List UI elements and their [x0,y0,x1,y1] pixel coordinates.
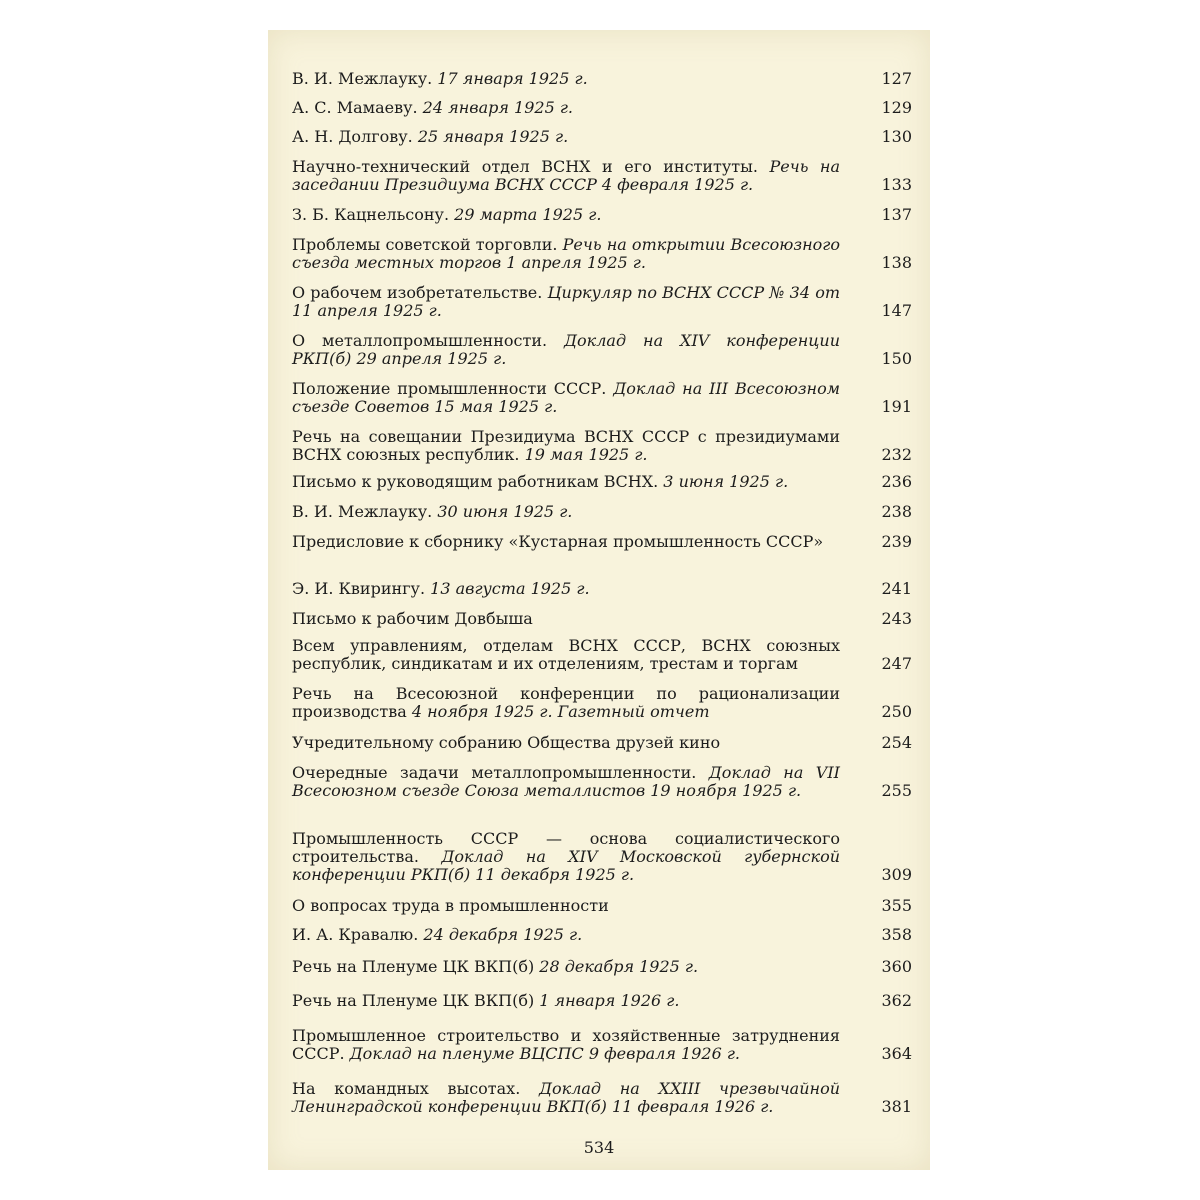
toc-entry-page: 239 [881,532,912,551]
toc-entry-page: 236 [881,472,912,491]
toc-entry-note: 24 января 1925 г. [422,98,573,117]
toc-entry-note: Доклад на VII Всесоюзном съезде Союза металлистов 19 ноября 1925 г. [292,763,840,800]
toc-entry-page: 358 [881,925,912,944]
toc-entry-note: Доклад на XIV конференции РКП(б) 29 апреля 1925 г. [292,331,841,368]
toc-entry [292,830,912,884]
toc-entry-title: Предисловие к сборнику «Кустарная промышленность СССР» [292,532,824,551]
toc-entry-note: Доклад на III Всесоюзном съезде Советов 15 мая 1925 г. [292,379,840,416]
toc-entry [292,380,912,416]
toc-entry-text [292,332,840,368]
toc-entry-title: Речь на совещании Президиума ВСНХ СССР с президиумами ВСНХ союзных республик. [292,427,840,464]
toc-entry-title: Всем управлениям, отделам ВСНХ СССР, ВСНХ союзных республик, синдикатам и их отделениям, трестам и торгам [292,636,840,673]
toc-entry [292,1027,912,1063]
toc-entry-page: 243 [881,609,912,628]
toc-entry-page: 255 [881,781,912,800]
toc-entry-title: А. Н. Долгову. [292,127,418,146]
toc-entry-page: 232 [881,445,912,464]
toc-entry-text [292,533,840,551]
toc-entry-page: 355 [881,896,912,915]
toc-entry-text [292,958,840,976]
toc-entry-title: Положение промышленности СССР. [292,379,614,398]
toc-entry-title: О металлопромышленности. [292,331,565,350]
toc-entry-page: 254 [881,733,912,752]
toc-entry-note: 13 августа 1925 г. [430,579,590,598]
toc-entry [292,99,912,117]
toc-entry-page: 150 [881,349,912,368]
toc-entry-note: 17 января 1925 г. [437,69,588,88]
toc-entry-title: З. Б. Кацнельсону. [292,205,455,224]
toc-entry-page: 364 [881,1044,912,1063]
toc-entry-page: 381 [881,1097,912,1116]
toc-entry-title: Речь на Пленуме ЦК ВКП(б) [292,991,540,1010]
book-page [268,30,930,1170]
toc-entry-page: 250 [881,702,912,721]
toc-entry [292,473,912,491]
toc-entry-page: 362 [881,991,912,1010]
toc-entry-text [292,236,840,272]
toc-entry-title: В. И. Межлауку. [292,69,438,88]
toc-entry-text [292,734,840,752]
toc-entry [292,897,912,915]
toc-entry [292,637,912,673]
page-number: 534 [583,1138,615,1157]
toc-entry-text [292,830,840,884]
toc-entry-title: Письмо к рабочим Довбыша [292,609,533,628]
toc-entry [292,610,912,628]
toc-entry-page: 191 [881,397,912,416]
toc-entry-page: 147 [881,301,912,320]
toc-entry-text [292,128,840,146]
toc-entry-text [292,926,840,944]
toc-entry-text [292,99,840,117]
toc-entry-note: 4 ноября 1925 г. Газетный отчет [411,702,710,721]
toc-entry-page: 138 [881,253,912,272]
toc-entry-title: Э. И. Квирингу. [292,579,431,598]
toc-entry-page: 238 [881,502,912,521]
toc-entry-text [292,637,840,673]
toc-entry [292,1080,912,1116]
toc-entry [292,206,912,224]
toc-entry-page: 130 [881,127,912,146]
toc-entry-note: Речь на открытии Всесоюзного съезда местных торгов 1 апреля 1925 г. [292,235,841,272]
toc-entry-title: Промышленное строительство и хозяйственные затруднения СССР. [292,1026,840,1063]
toc-entry-text [292,1080,840,1116]
toc-entry-page: 133 [881,175,912,194]
toc-entry-text [292,580,840,598]
toc-entry [292,503,912,521]
toc-entry-text [292,503,840,521]
toc-entry-note: Доклад на пленуме ВЦСПС 9 февраля 1926 г. [349,1044,741,1063]
toc-entry [292,428,912,464]
toc-entry-title: Научно-технический отдел ВСНХ и его институты. [292,157,770,176]
toc-entry-note: Циркуляр по ВСНХ СССР № 34 от 11 апреля 1925 г. [292,283,840,320]
toc-entry [292,332,912,368]
toc-entry-note: 28 декабря 1925 г. [539,957,699,976]
toc-entry-note: Доклад на XIV Московской губернской конференции РКП(б) 11 декабря 1925 г. [292,847,840,884]
toc-entry-title: Учредительному собранию Общества друзей кино [292,733,721,752]
toc-entry-title: О рабочем изобретательстве. [292,283,548,302]
toc-entry-page: 137 [881,205,912,224]
toc-entry-note: 24 декабря 1925 г. [423,925,583,944]
toc-entry-text [292,70,840,88]
toc-entry [292,158,912,194]
toc-entry [292,284,912,320]
toc-entry [292,685,912,721]
toc-entry-page: 309 [881,865,912,884]
toc-entry-page: 129 [881,98,912,117]
toc-entry-note: 25 января 1925 г. [417,127,569,146]
toc-entry-title: О вопросах труда в промышленности [292,896,609,915]
toc-entry [292,128,912,146]
toc-entry-title: Очередные задачи металлопромышленности. [292,763,709,782]
toc-entry-note: 29 марта 1925 г. [454,205,602,224]
toc-entry-text [292,284,840,320]
toc-entry [292,533,912,551]
toc-entry-text [292,206,840,224]
toc-entry-text [292,897,840,915]
toc-entry-page: 127 [881,69,912,88]
toc-entry [292,764,912,800]
toc-entry-note: Речь на заседании Президиума ВСНХ СССР 4 февраля 1925 г. [292,157,840,194]
toc-entry-title: Речь на Всесоюзной конференции по рационализации производства [292,684,840,721]
toc-entry-text [292,610,840,628]
toc-entry-title: Проблемы советской торговли. [292,235,563,254]
toc-entry [292,926,912,944]
toc-entry-note: 3 июня 1925 г. [663,472,789,491]
toc-entry-text [292,428,840,464]
toc-entry-note: Доклад на XXIII чрезвычайной Ленинградской конференции ВКП(б) 11 февраля 1926 г. [292,1079,840,1116]
toc-entry-text [292,473,840,491]
toc-entry-text [292,158,840,194]
toc-entry-text [292,1027,840,1063]
toc-entry [292,236,912,272]
toc-entry-text [292,992,840,1010]
toc-entry-note: 30 июня 1925 г. [437,502,573,521]
toc-entry-page: 360 [881,957,912,976]
toc-entry-title: Речь на Пленуме ЦК ВКП(б) [292,957,540,976]
toc-entry [292,580,912,598]
toc-entry-text [292,380,840,416]
toc-entry-title: В. И. Межлауку. [292,502,438,521]
toc-entry [292,992,912,1010]
toc-entry-text [292,764,840,800]
toc-entry-page: 241 [881,579,912,598]
toc-entry [292,734,912,752]
toc-entry-title: На командных высотах. [292,1079,539,1098]
toc-entry-title: И. А. Кравалю. [292,925,424,944]
toc-entry-page: 247 [881,654,912,673]
toc-entry-note: 19 мая 1925 г. [524,445,648,464]
toc-entry-title: А. С. Мамаеву. [292,98,423,117]
toc-entry-note: 1 января 1926 г. [539,991,680,1010]
toc-entry-title: Письмо к руководящим работникам ВСНХ. [292,472,664,491]
toc-entry [292,958,912,976]
toc-entry-title: Промышленность СССР — основа социалистического строительства. [292,829,840,866]
toc-entry-text [292,685,840,721]
toc-entry [292,70,912,88]
